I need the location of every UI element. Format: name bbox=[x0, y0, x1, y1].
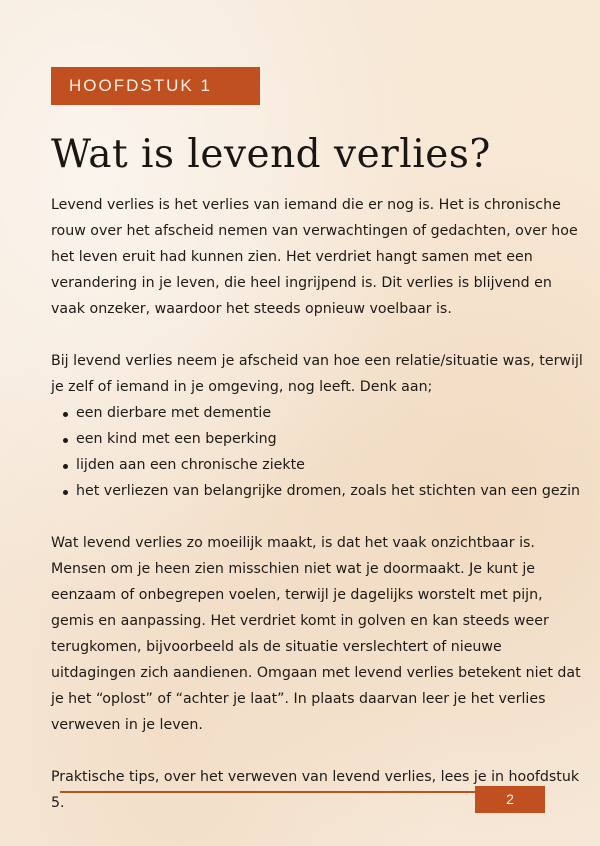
list-item bbox=[51, 478, 586, 504]
examples-intro-paragraph: Bij levend verlies neem je afscheid van hoe een relatie/situatie was, terwijl je zelf of iemand in je omgeving, nog leeft. Denk aan; bbox=[51, 353, 583, 395]
bullet-icon bbox=[63, 464, 68, 469]
list-item bbox=[51, 452, 586, 478]
paragraph-spacer bbox=[51, 504, 586, 530]
page-title: Wat is levend verlies? bbox=[51, 132, 491, 177]
paragraph-spacer bbox=[51, 322, 586, 348]
list-item bbox=[51, 426, 586, 452]
intro-paragraph: Levend verlies is het verlies van iemand die er nog is. Het is chronische rouw over het afscheid nemen van verwachtingen of gedachten, over hoe het leven eruit had kunnen zien. Het verdriet hangt samen met een verandering in je leven, die heel ingrijpend is. Dit verlies is blijvend en vaak onzeker, waardoor het steeds opnieuw voelbaar is. bbox=[51, 197, 578, 317]
difficulty-paragraph: Wat levend verlies zo moeilijk maakt, is dat het vaak onzichtbaar is. Mensen om je heen zien misschien niet wat je doormaakt. Je kunt je eenzaam of onbegrepen voelen, terwijl je dagelijks worstelt met pijn, gemis en aanpassing. Het verdriet komt in golven en kan steeds weer terugkomen, bijvoorbeeld als de situatie verslechtert of nieuwe uitdagingen zich aandienen. Omgaan met levend verlies betekent niet dat je het “oplost” of “achter je laat”. In plaats daarvan leer je het verlies verweven in je leven. bbox=[51, 535, 581, 733]
paragraph-spacer bbox=[51, 738, 586, 764]
bullet-icon bbox=[63, 490, 68, 495]
tips-paragraph: Praktische tips, over het verweven van levend verlies, lees je in hoofdstuk 5. bbox=[51, 769, 580, 811]
examples-list bbox=[51, 400, 586, 504]
bullet-icon bbox=[63, 438, 68, 443]
list-item-text: lijden aan een chronische ziekte bbox=[76, 457, 305, 473]
body-text bbox=[51, 192, 586, 816]
footer-divider bbox=[60, 791, 475, 793]
list-item-text: het verliezen van belangrijke dromen, zoals het stichten van een gezin bbox=[76, 483, 581, 499]
bullet-icon bbox=[63, 412, 68, 417]
page-number: 2 bbox=[475, 786, 545, 813]
list-item-text: een dierbare met dementie bbox=[76, 405, 272, 421]
chapter-label: HOOFDSTUK 1 bbox=[51, 67, 260, 105]
list-item-text: een kind met een beperking bbox=[76, 431, 277, 447]
list-item bbox=[51, 400, 586, 426]
